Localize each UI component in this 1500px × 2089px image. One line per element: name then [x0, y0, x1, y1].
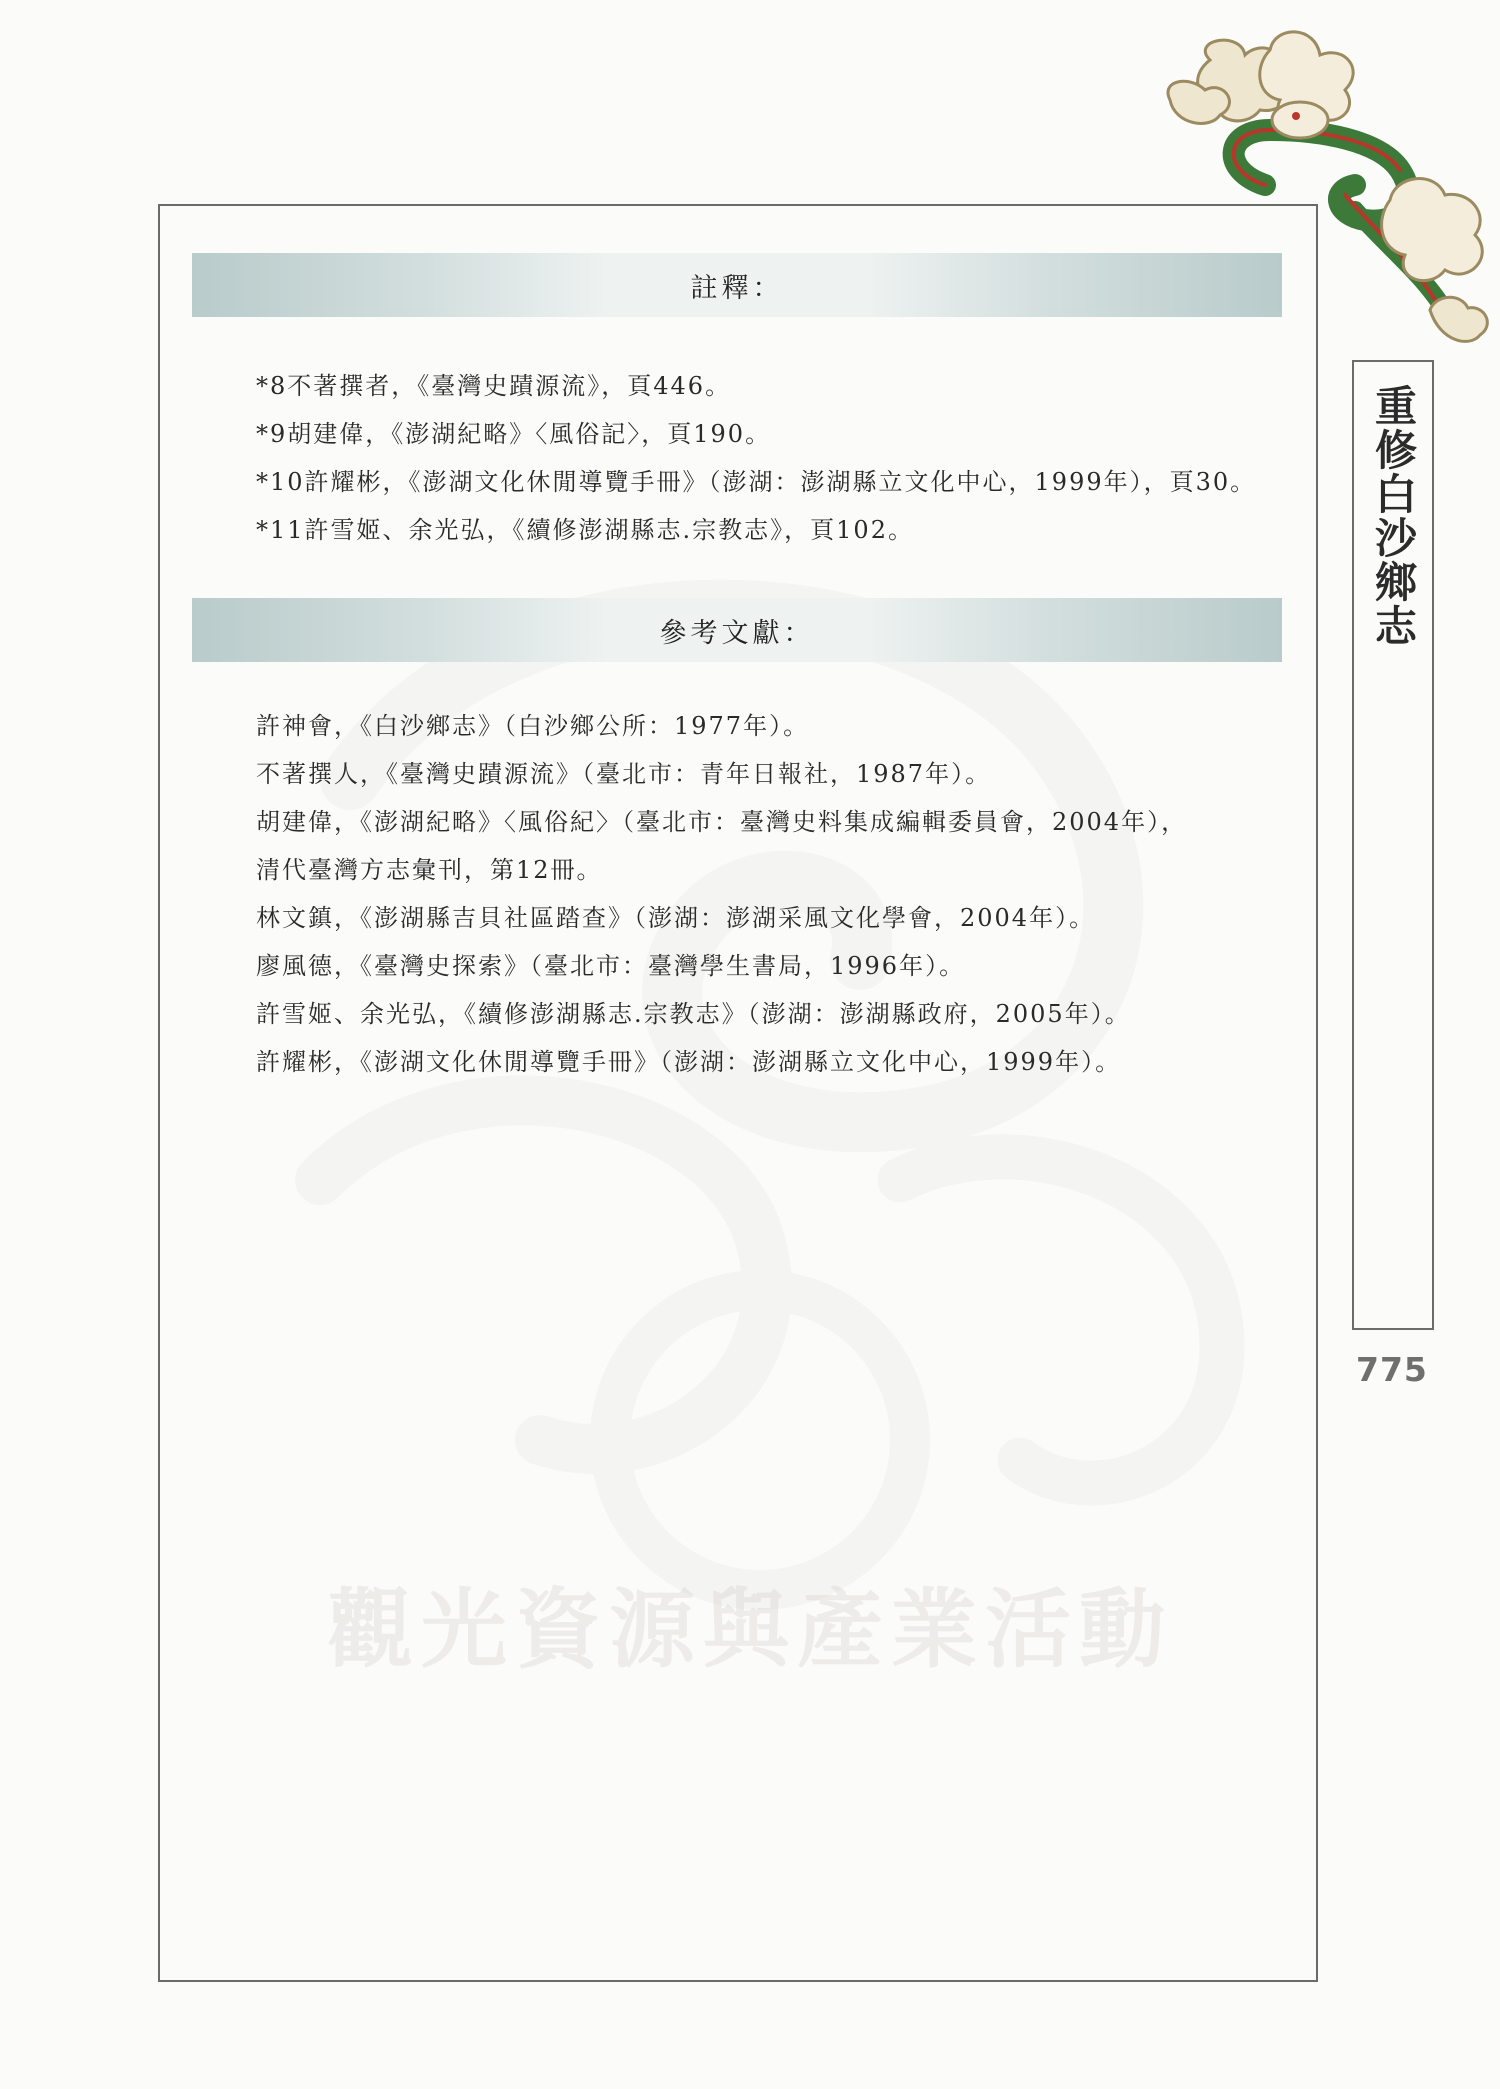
notes-heading: 註釋：: [690, 272, 784, 304]
references-list: [256, 702, 1276, 1086]
references-heading: 參考文獻：: [659, 617, 815, 649]
watermark-chapter-title: 觀光資源與產業活動: [327, 1579, 1173, 1680]
reference-item: 許雪姬、余光弘，《續修澎湖縣志.宗教志》（澎湖：澎湖縣政府，2005年）。: [256, 1000, 1131, 1028]
notes-list: [256, 362, 1276, 554]
reference-item: 許耀彬，《澎湖文化休閒導覽手冊》（澎湖：澎湖縣立文化中心，1999年）。: [256, 1048, 1122, 1076]
book-title: 重修白沙鄉志: [1369, 384, 1418, 648]
notes-heading-banner: [192, 253, 1282, 317]
side-title-box: [1352, 360, 1434, 1330]
reference-item: 許神會，《白沙鄉志》（白沙鄉公所：1977年）。: [256, 712, 810, 740]
reference-item: 不著撰人，《臺灣史蹟源流》（臺北市：青年日報社，1987年）。: [256, 760, 992, 788]
note-item: *11許雪姬、余光弘，《續修澎湖縣志.宗教志》，頁102。: [256, 516, 914, 544]
reference-item: 清代臺灣方志彙刊，第12冊。: [256, 856, 603, 884]
references-heading-banner: [192, 598, 1282, 662]
reference-item: 林文鎮，《澎湖縣吉貝社區踏查》（澎湖：澎湖采風文化學會，2004年）。: [256, 904, 1096, 932]
note-item: *8不著撰者，《臺灣史蹟源流》，頁446。: [256, 372, 732, 400]
reference-item: 廖風德，《臺灣史探索》（臺北市：臺灣學生書局，1996年）。: [256, 952, 966, 980]
reference-item: 胡建偉，《澎湖紀略》〈風俗紀〉（臺北市：臺灣史料集成編輯委員會，2004年），: [256, 808, 1188, 836]
page-number: 775: [1356, 1350, 1428, 1389]
note-item: *10許耀彬，《澎湖文化休閒導覽手冊》（澎湖：澎湖縣立文化中心，1999年），頁30。: [256, 468, 1257, 496]
note-item: *9胡建偉，《澎湖紀略》〈風俗記〉，頁190。: [256, 420, 772, 448]
